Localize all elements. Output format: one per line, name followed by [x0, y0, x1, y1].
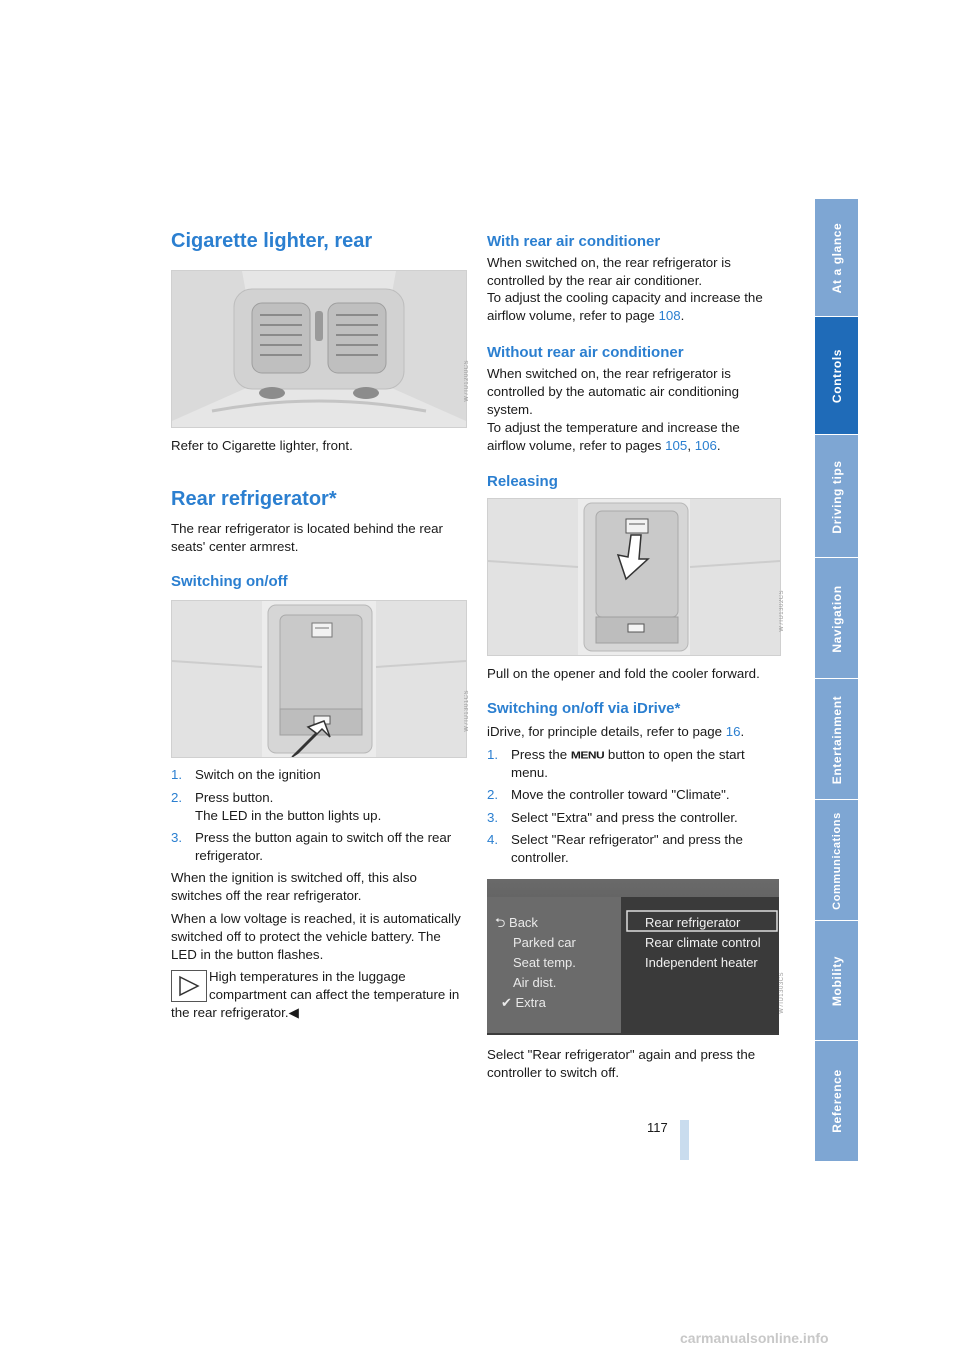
text: To adjust the temperature and increase the airflow volume, refer to pages [487, 420, 740, 453]
text: To adjust the cooling capacity and increase the airflow volume, refer to page [487, 290, 763, 323]
step-text: Press the button again to switch off the rear refrigerator. [195, 830, 452, 863]
watermark: carmanualsonline.info [680, 1330, 829, 1346]
paragraph-located: The rear refrigerator is located behind the rear seats' center armrest. [171, 521, 443, 554]
tab-label: Entertainment [829, 695, 844, 784]
warning-text-last: the rear refrigerator.◀ [171, 1005, 299, 1020]
paragraph-select-again: Select "Rear refrigerator" again and press the controller to switch off. [487, 1047, 756, 1080]
figure-code: W7IU1200CS [464, 360, 470, 402]
step-text: Press button. The LED in the button lights up. [195, 790, 382, 823]
paragraph-ignition-off: When the ignition is switched off, this also switches off the rear refrigerator. [171, 870, 417, 903]
warning-triangle-icon [171, 970, 207, 1002]
menu-item-back[interactable] [495, 913, 576, 933]
paragraph-pull-opener: Pull on the opener and fold the cooler forward. [487, 666, 760, 681]
paragraph-with-2: To adjust the cooling capacity and increase the airflow volume, refer to page 108. [487, 290, 763, 323]
text: button to open the start menu. [511, 747, 745, 780]
page-link-106[interactable]: 106 [694, 438, 717, 453]
step-number: 2. [171, 790, 183, 805]
text: Press the [511, 747, 568, 762]
step-3 [171, 829, 467, 865]
step-number: 3. [171, 830, 183, 845]
figure-code: W7IU1303CS [779, 972, 785, 1014]
back-arrow-icon: ⮌ [495, 915, 510, 930]
step-number: 3. [487, 810, 499, 825]
tab-label: Navigation [829, 584, 844, 653]
menu-item-extra[interactable] [495, 993, 576, 1013]
menu-item-rear-climate-control[interactable]: Rear climate control [645, 935, 761, 950]
figure-releasing [487, 498, 781, 656]
paragraph-refer-front: Refer to Cigarette lighter, front. [171, 438, 353, 453]
menu-item-independent-heater[interactable]: Independent heater [645, 955, 758, 970]
page-number-bar [680, 1120, 689, 1160]
idrive-left-menu [495, 913, 576, 1013]
step-text: Select "Rear refrigerator" and press the controller. [511, 832, 743, 865]
tab-label: Reference [829, 1069, 844, 1133]
step-text [511, 746, 783, 782]
step-number: 1. [487, 747, 499, 762]
page-number: 117 [647, 1120, 668, 1135]
menu-item-rear-refrigerator[interactable]: Rear refrigerator [645, 915, 741, 930]
step-1 [487, 746, 783, 782]
check-icon: ✔ [501, 995, 516, 1010]
tab-entertainment[interactable] [815, 678, 858, 800]
step-text: Move the controller toward "Climate". [511, 787, 730, 802]
page-link-108[interactable]: 108 [658, 308, 681, 323]
tab-navigation[interactable] [815, 557, 858, 679]
idrive-screen [487, 879, 779, 1035]
tab-label: Driving tips [829, 459, 844, 534]
paragraph-idrive: iDrive, for principle details, refer to page 16. [487, 724, 745, 739]
step-text: Switch on the ignition [195, 767, 321, 782]
idrive-right-menu [645, 913, 761, 973]
text: iDrive, for principle details, refer to page [487, 724, 723, 739]
figure-code: W7IU1302CS [779, 590, 785, 632]
heading-switching-on-off: Switching on/off [171, 573, 288, 590]
heading-releasing: Releasing [487, 473, 558, 490]
figure-refrigerator-button [171, 600, 467, 758]
page-link-16[interactable]: 16 [725, 724, 741, 739]
tab-mobility[interactable] [815, 920, 858, 1041]
paragraph-with-1: When switched on, the rear refrigerator is controlled by the rear air conditioner. [487, 255, 731, 288]
step-number: 1. [171, 767, 183, 782]
label: Back [509, 915, 538, 930]
tab-label: Controls [829, 348, 844, 404]
paragraph-without-1: When switched on, the rear refrigerator is controlled by the automatic air conditioning system. [487, 366, 740, 417]
menu-item-seat-temp[interactable]: Seat temp. [513, 955, 576, 970]
step-3 [487, 809, 783, 827]
heading-without-rear-ac: Without rear air conditioner [487, 344, 684, 361]
tab-label: At a glance [829, 222, 844, 294]
paragraph-without-2: To adjust the temperature and increase the airflow volume, refer to pages 105, 106. [487, 420, 740, 453]
heading-rear-refrigerator: Rear refrigerator* [171, 488, 337, 510]
tab-at-a-glance[interactable] [815, 198, 858, 317]
paragraph-low-voltage: When a low voltage is reached, it is automatically switched off to protect the vehicle battery. The LED in the button flashes. [171, 911, 461, 962]
step-4 [487, 831, 783, 867]
figure-cigarette-lighter [171, 270, 467, 428]
end-marker: ◀ [288, 1005, 299, 1020]
tab-label: Communications [830, 811, 843, 910]
warning-text-first: High temperatures in the luggage compartment can affect the temperature in [209, 969, 460, 1002]
step-number: 4. [487, 832, 499, 847]
step-text: Select "Extra" and press the controller. [511, 810, 738, 825]
menu-item-parked-car[interactable]: Parked car [513, 935, 576, 950]
menu-button-icon: MENU [570, 749, 605, 761]
step-2 [171, 789, 467, 825]
step-2 [487, 786, 783, 804]
label: Extra [515, 995, 546, 1010]
tab-driving-tips[interactable] [815, 434, 858, 558]
tab-reference[interactable] [815, 1040, 858, 1161]
heading-with-rear-ac: With rear air conditioner [487, 233, 661, 250]
step-1 [171, 766, 467, 784]
tab-label: Mobility [829, 955, 844, 1007]
menu-item-air-dist[interactable]: Air dist. [513, 975, 557, 990]
step-number: 2. [487, 787, 499, 802]
heading-cigarette-lighter: Cigarette lighter, rear [171, 230, 373, 252]
tab-communications[interactable] [815, 799, 858, 921]
tab-controls[interactable] [815, 316, 858, 435]
page-link-105[interactable]: 105 [665, 438, 688, 453]
figure-code: W7IU1301CS [464, 690, 470, 732]
heading-idrive: Switching on/off via iDrive* [487, 700, 681, 717]
